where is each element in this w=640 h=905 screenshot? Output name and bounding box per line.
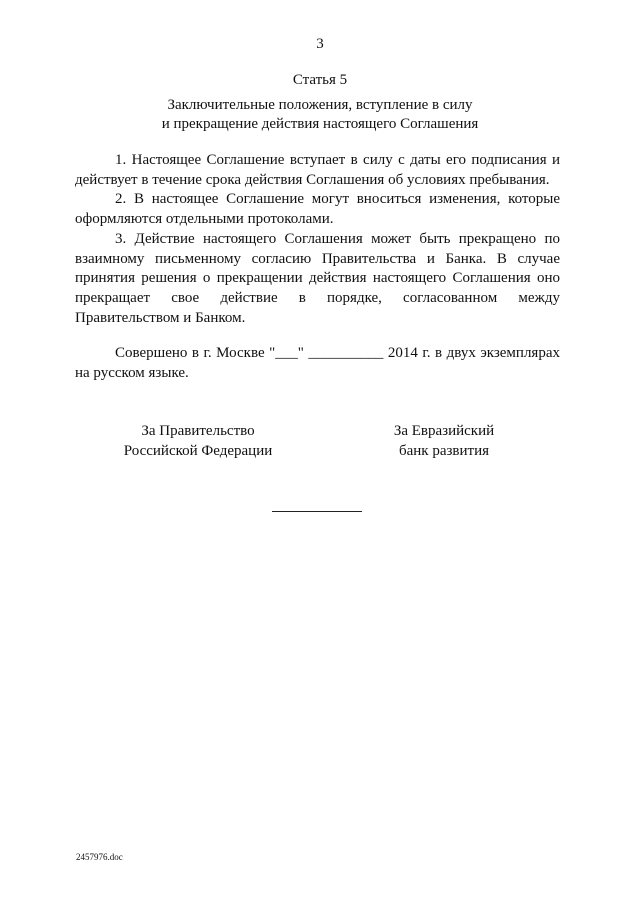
signature-label: За Правительство [141, 423, 255, 439]
article-subtitle [0, 96, 640, 134]
paragraph-2: 2. В настоящее Соглашение могут вноситься изменения, которые оформляются отдельными протоколами. [75, 191, 560, 228]
signature-government [78, 421, 318, 461]
closing-statement: Совершено в г. Москве "___" __________ 2014 г. в двух экземплярах на русском языке. [75, 345, 560, 382]
page-number: 3 [316, 36, 324, 52]
end-of-document-rule [272, 511, 362, 512]
article-subtitle-line: Заключительные положения, вступление в силу [167, 97, 473, 113]
signature-bank [324, 421, 564, 461]
paragraph-3: 3. Действие настоящего Соглашения может быть прекращено по взаимному письменному согласию Правительства и Банка. В случае принятия решения о прекращении действия настоящего Соглашения оно прекращает свое действие в порядке, согласованном между Правительством и Банком. [75, 230, 560, 326]
document-code: 2457976.doc [76, 852, 123, 862]
signature-label: За Евразийский [393, 423, 495, 439]
signature-label: банк развития [398, 443, 490, 459]
article-title: Статья 5 [292, 72, 348, 88]
paragraph-1: 1. Настоящее Соглашение вступает в силу с даты его подписания и действует в течение срока действия Соглашения об условиях пребывания. [75, 152, 560, 188]
signature-label: Российской Федерации [123, 443, 273, 459]
article-subtitle-line: и прекращение действия настоящего Соглашения [161, 116, 479, 132]
article-body [75, 151, 560, 384]
